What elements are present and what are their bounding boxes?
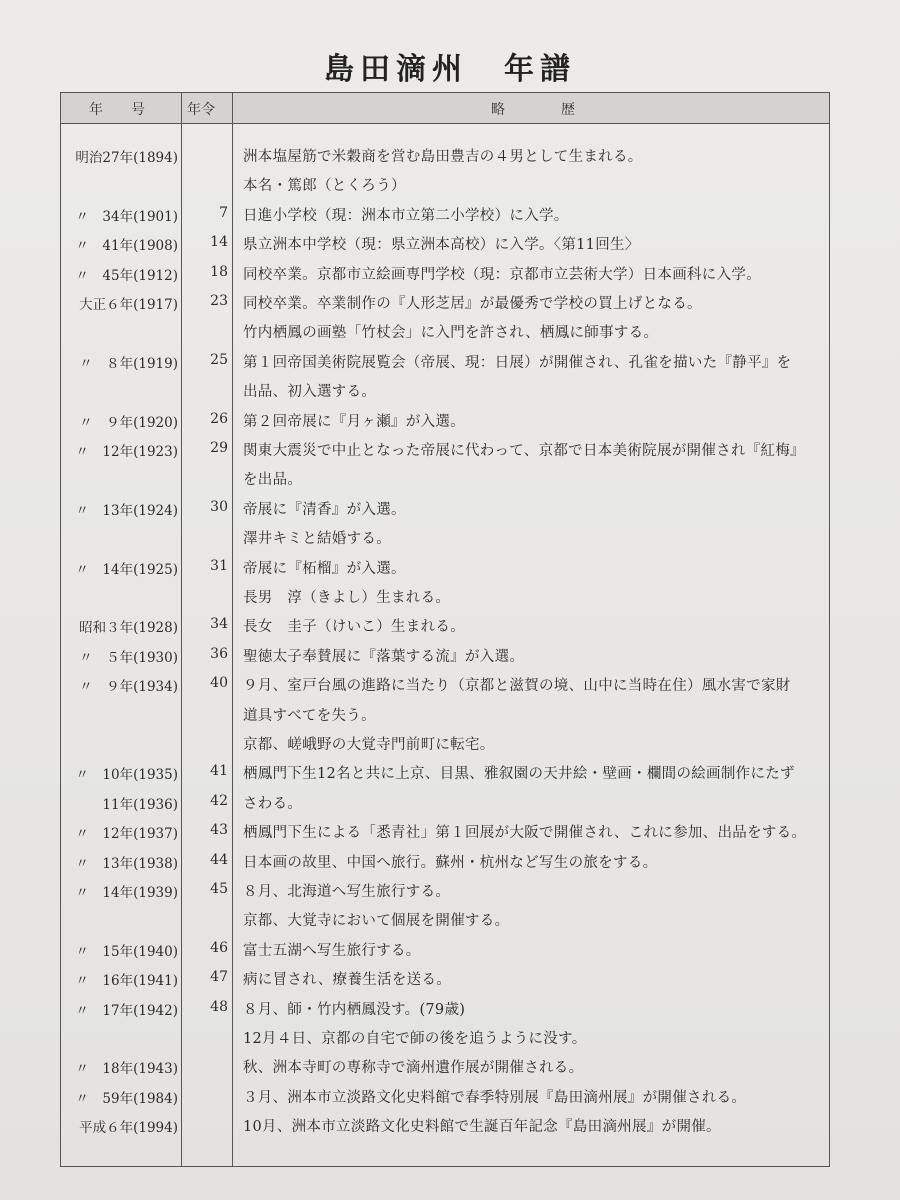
table-row — [61, 670, 829, 699]
year-cell: 〃 12年(1923) — [75, 444, 178, 460]
table-row — [61, 317, 829, 346]
table-row — [61, 847, 829, 876]
table-row — [61, 406, 829, 435]
history-cell: 出品、初入選する。 — [243, 384, 377, 401]
table-row — [61, 288, 829, 317]
year-cell: 〃 41年(1908) — [75, 238, 178, 255]
year-cell: 昭和３年(1928) — [79, 620, 178, 637]
year-cell: 〃 14年(1939) — [75, 885, 178, 901]
header-age: 年令 — [187, 102, 215, 118]
history-cell: を出品。 — [243, 472, 303, 489]
year-cell: 〃 14年(1925) — [75, 561, 178, 578]
year-cell: 〃 13年(1924) — [75, 502, 178, 519]
table-row — [61, 876, 829, 905]
table-row — [61, 523, 829, 552]
history-cell: 日進小学校（現：洲本市立第二小学校）に入学。 — [243, 207, 569, 224]
year-cell: 〃 18年(1943) — [75, 1061, 178, 1078]
table-row — [61, 229, 829, 258]
year-cell: 〃 ９年(1934) — [79, 679, 178, 696]
year-cell: 〃 16年(1941) — [75, 973, 178, 990]
age-cell: 29 — [210, 440, 228, 456]
year-cell: 明治27年(1894) — [75, 150, 178, 166]
table-row — [61, 905, 829, 934]
table-row — [61, 729, 829, 758]
year-cell: 〃 12年(1937) — [75, 826, 178, 843]
history-cell: 栖鳳門下生12名と共に上京、目黒、雅叙園の天井絵・壁画・欄間の絵画制作にたず — [243, 766, 795, 783]
header-year: 年 号 — [89, 102, 145, 118]
year-cell: 〃 ９年(1920) — [79, 414, 178, 431]
chronology-table — [60, 92, 830, 1167]
history-cell: 県立洲本中学校（現：県立洲本高校）に入学。〈第11回生〉 — [243, 237, 640, 254]
history-cell: 関東大震災で中止となった帝展に代わって、京都で日本美術院展が開催され『紅梅』 — [243, 443, 805, 459]
table-row — [61, 435, 829, 464]
table-row — [61, 935, 829, 964]
table-row — [61, 1111, 829, 1140]
history-cell: ９月、室戸台風の進路に当たり（京都と滋賀の境、山中に当時在住）風水害で家財 — [243, 678, 791, 695]
history-cell: ８月、師・竹内栖鳳没す。(79歳) — [243, 1001, 466, 1018]
age-cell: 41 — [210, 763, 228, 780]
table-row — [61, 1082, 829, 1111]
history-cell: 第１回帝国美術院展覧会（帝展、現：日展）が開催され、孔雀を描いた『静平』を — [243, 354, 792, 371]
history-cell: 病に冒され、療養生活を送る。 — [243, 972, 452, 989]
age-cell: 46 — [210, 939, 228, 956]
history-cell: 京都、嵯峨野の大覚寺門前町に転宅。 — [243, 737, 495, 753]
history-cell: さわる。 — [243, 795, 303, 812]
year-cell: 〃 34年(1901) — [75, 208, 178, 225]
age-cell: 47 — [210, 969, 228, 986]
year-cell: 〃 ５年(1930) — [79, 649, 178, 666]
table-row — [61, 994, 829, 1023]
history-cell: 長女 圭子（けいこ）生まれる。 — [243, 619, 465, 636]
year-cell: 〃 ８年(1919) — [79, 355, 178, 372]
year-cell: 大正６年(1917) — [79, 297, 178, 313]
history-cell: ３月、洲本市立淡路文化史料館で春季特別展『島田滴州展』が開催される。 — [243, 1089, 747, 1106]
age-cell: 18 — [210, 263, 228, 280]
age-cell: 34 — [210, 616, 228, 633]
year-cell: 11年(1936) — [102, 796, 178, 813]
history-cell: 10月、洲本市立淡路文化史料館で生誕百年記念『島田滴州展』が開催。 — [243, 1119, 721, 1136]
year-cell: 〃 45年(1912) — [75, 267, 178, 284]
age-cell: 23 — [210, 293, 228, 309]
table-row — [61, 788, 829, 817]
table-row — [61, 700, 829, 729]
table-header — [61, 93, 829, 124]
history-cell: 洲本塩屋筋で米穀商を営む島田豊吉の４男として生まれる。 — [243, 149, 643, 165]
history-cell: 富士五湖へ写生旅行する。 — [243, 942, 421, 959]
age-cell: 45 — [210, 881, 228, 897]
page-title: 島田滴州 年譜 — [324, 52, 576, 87]
table-row — [61, 141, 829, 170]
history-cell: 帝展に『清香』が入選。 — [243, 501, 406, 518]
age-cell: 7 — [219, 204, 228, 221]
history-cell: 本名・篤郎（とくろう） — [243, 178, 406, 195]
history-cell: 帝展に『柘榴』が入選。 — [243, 560, 406, 577]
table-row — [61, 200, 829, 229]
history-cell: 同校卒業。京都市立絵画専門学校（現：京都市立芸術大学）日本画科に入学。 — [243, 266, 761, 283]
age-cell: 26 — [210, 410, 228, 427]
history-cell: 聖徳太子奉賛展に『落葉する流』が入選。 — [243, 648, 525, 665]
history-cell: 同校卒業。卒業制作の『人形芝居』が最優秀で学校の買上げとなる。 — [243, 296, 702, 312]
history-cell: 道具すべてを失う。 — [243, 707, 376, 724]
age-cell: 14 — [210, 234, 228, 251]
table-row — [61, 641, 829, 670]
year-cell: 〃 13年(1938) — [75, 855, 178, 872]
age-cell: 30 — [210, 498, 228, 515]
table-row — [61, 494, 829, 523]
year-cell: 〃 17年(1942) — [75, 1002, 178, 1019]
age-cell: 36 — [210, 645, 228, 662]
table-row — [61, 758, 829, 787]
year-cell: 〃 10年(1935) — [75, 767, 178, 784]
year-cell: 〃 15年(1940) — [75, 943, 178, 960]
table-row — [61, 817, 829, 846]
history-cell: 12月４日、京都の自宅で師の後を追うように没す。 — [243, 1031, 587, 1047]
table-row — [61, 376, 829, 405]
year-cell: 平成６年(1994) — [79, 1120, 178, 1137]
history-cell: 長男 淳（きよし）生まれる。 — [243, 590, 451, 606]
history-cell: 澤井キミと結婚する。 — [243, 531, 391, 548]
table-row — [61, 964, 829, 993]
history-cell: 栖鳳門下生による「悉青社」第１回展が大阪で開催され、これに参加、出品をする。 — [243, 825, 807, 842]
table-row — [61, 464, 829, 493]
age-cell: 25 — [210, 351, 228, 368]
header-history: 略 歴 — [491, 102, 575, 118]
history-cell: 日本画の故里、中国へ旅行。蘇州・杭州など写生の旅をする。 — [243, 854, 658, 871]
table-row — [61, 347, 829, 376]
history-cell: 竹内栖鳳の画塾「竹杖会」に入門を許され、栖鳳に師事する。 — [243, 325, 659, 342]
table-row — [61, 1023, 829, 1052]
age-cell: 44 — [210, 851, 228, 868]
age-cell: 40 — [210, 675, 228, 692]
table-row — [61, 553, 829, 582]
year-cell: 〃 59年(1984) — [75, 1090, 178, 1107]
history-cell: 京都、大覚寺において個展を開催する。 — [243, 913, 510, 930]
age-cell: 31 — [210, 557, 228, 574]
age-cell: 43 — [210, 822, 228, 839]
table-row — [61, 170, 829, 199]
table-row — [61, 1052, 829, 1081]
history-cell: 秋、洲本寺町の専称寺で滴州遺作展が開催される。 — [243, 1060, 584, 1077]
history-cell: 第２回帝展に『月ヶ瀬』が入選。 — [243, 413, 465, 430]
history-cell: ８月、北海道へ写生旅行する。 — [243, 884, 451, 900]
age-cell: 42 — [210, 792, 228, 809]
table-row — [61, 259, 829, 288]
table-row — [61, 582, 829, 611]
age-cell: 48 — [210, 998, 228, 1015]
table-row — [61, 611, 829, 640]
